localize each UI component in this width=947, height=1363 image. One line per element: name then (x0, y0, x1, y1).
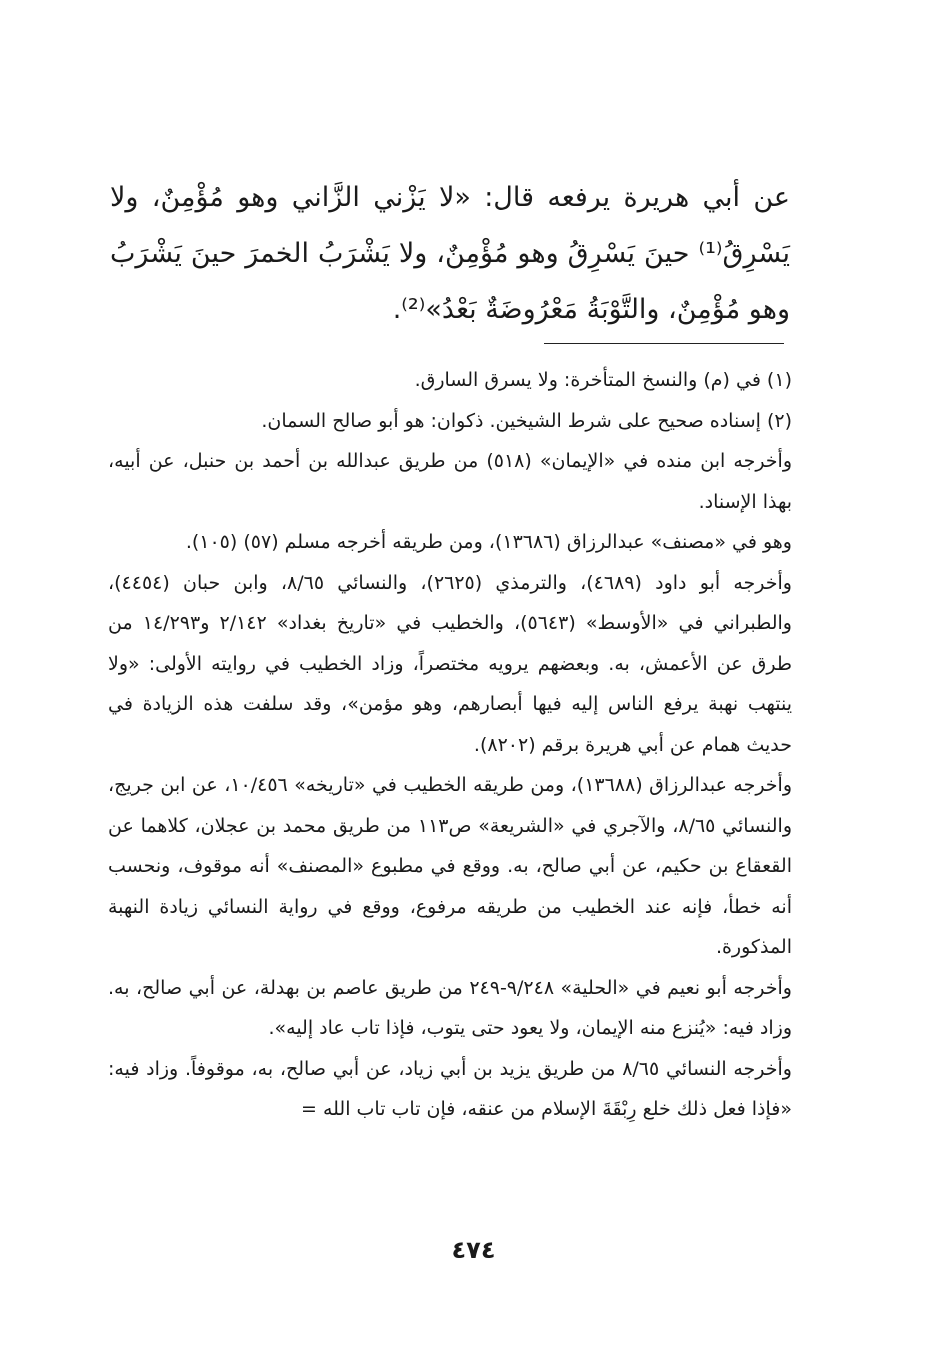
footnote-separator (544, 343, 784, 344)
footnote-paragraph: وأخرجه عبدالرزاق (١٣٦٨٨)، ومن طريقه الخطيب في «تاريخه» ١٠/٤٥٦، عن ابن جريج، والنسائي ٨/٦٥، والآجري في «الشريعة» ص١١٣ من طريق محمد بن عجلان، كلاهما عن القعقاع بن حكيم، عن أبي صالح، به. ووقع في مطبوع «المصنف» أنه موقوف، ونحسب أنه خطأ، فإنه عند الخطيب من طريقه مرفوع، ووقع في رواية النسائي زيادة النهبة المذكورة. (108, 774, 792, 958)
footnotes (108, 360, 792, 1130)
footnote-1: (١) في (م) والنسخ المتأخرة: ولا يسرق السارق. (414, 369, 792, 391)
footnote-paragraph: وأخرجه أبو نعيم في «الحلية» ٩/٢٤٨-٢٤٩ من طريق عاصم بن بهدلة، عن أبي صالح، به. وزاد فيه: «يُنزع منه الإيمان، ولا يعود حتى يتوب، فإذا تاب عاد إليه». (108, 976, 792, 1039)
footnote-paragraph: وهو في «مصنف» عبدالرزاق (١٣٦٨٦)، ومن طريقه أخرجه مسلم (٥٧) (١٠٥). (185, 531, 792, 553)
footnote-paragraph: وأخرجه ابن منده في «الإيمان» (٥١٨) من طريق عبدالله بن أحمد بن حنبل، عن أبيه، بهذا الإسناد. (108, 450, 792, 513)
footnote-paragraph: وأخرجه النسائي ٨/٦٥ من طريق يزيد بن أبي زياد، عن أبي صالح، به، موقوفاً. وزاد فيه: «فإذا فعل ذلك خلع رِبْقَةَ الإسلام من عنقه، فإن تاب تاب الله = (108, 1057, 792, 1120)
hadith-paragraph: عن أبي هريرة يرفعه قال: «لا يَزْني الزَّاني وهو مُؤْمِنٌ، ولا يَسْرِقُ⁽¹⁾ حينَ يَسْرِقُ وهو مُؤْمِنٌ، ولا يَشْرَبُ الخمرَ حينَ يَشْرَبُ وهو مُؤْمِنٌ، والتَّوْبَةُ مَعْرُوضَةٌ بَعْدُ»⁽²⁾. (110, 182, 790, 325)
footnote-2: (٢) إسناده صحيح على شرط الشيخين. ذكوان: هو أبو صالح السمان. (261, 409, 792, 432)
footnote-paragraph: وأخرجه أبو داود (٤٦٨٩)، والترمذي (٢٦٢٥)، والنسائي ٨/٦٥، وابن حبان (٤٤٥٤)، والطبراني في «الأوسط» (٥٦٤٣)، والخطيب في «تاريخ بغداد» ٢/١٤٢ و١٤/٢٩٣ من طرق عن الأعمش، به. وبعضهم يرويه مختصراً، وزاد الخطيب في روايته الأولى: «ولا ينتهب نهبة يرفع الناس إليه فيها أبصارهم، وهو مؤمن»، وقد سلفت هذه الزيادة في حديث همام عن أبي هريرة برقم (٨٢٠٢). (108, 571, 792, 756)
page-number: ٤٧٤ (451, 1236, 496, 1264)
hadith-text (110, 170, 790, 338)
